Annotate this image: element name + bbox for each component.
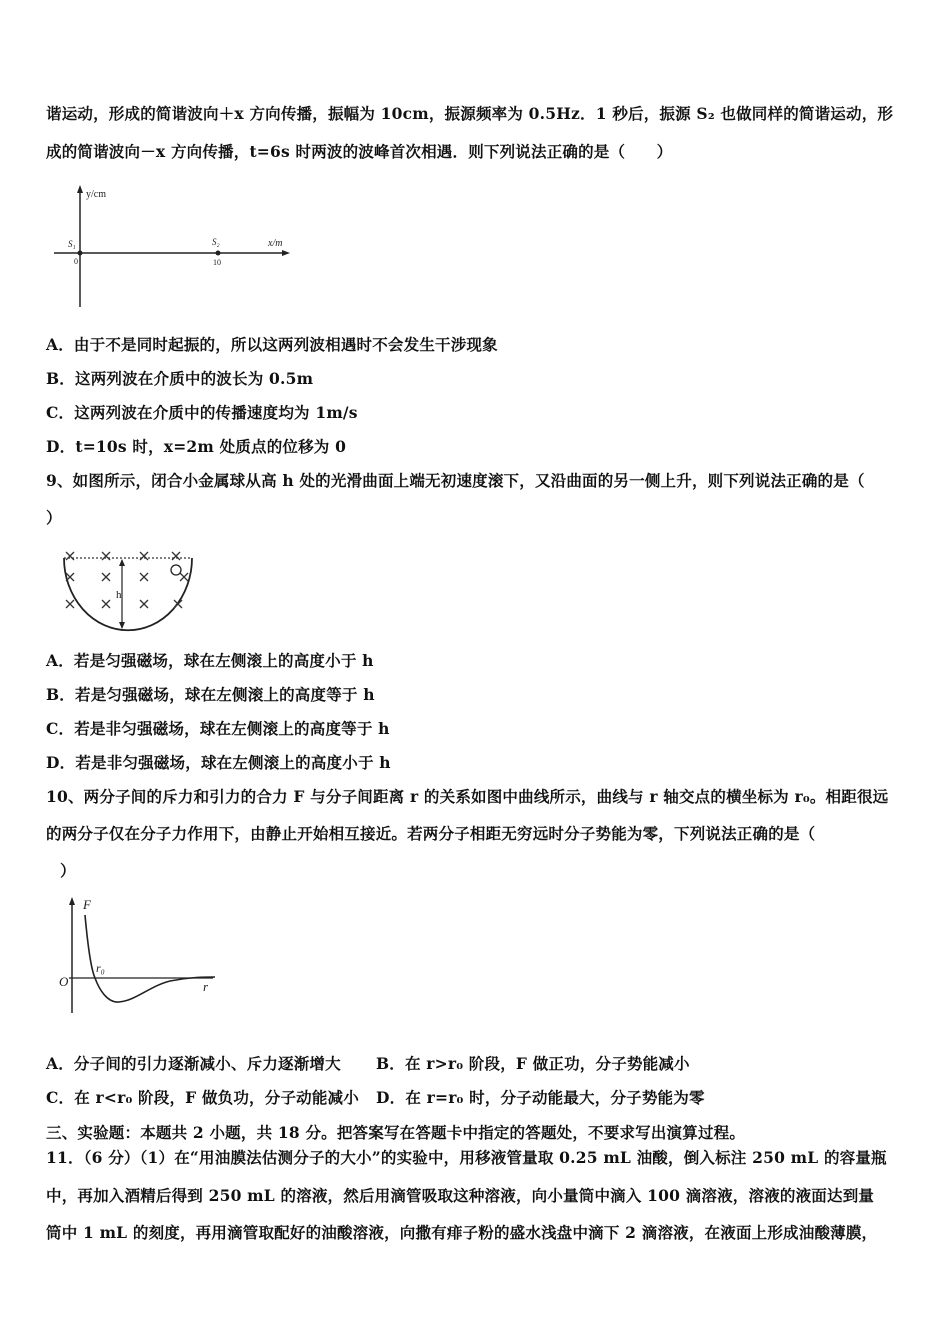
bowl-curve bbox=[64, 558, 192, 630]
f-axis-label: F bbox=[83, 897, 91, 912]
r0-label: r₀ bbox=[96, 961, 105, 975]
q8-option-b: B．这两列波在介质中的波长为 0.5m bbox=[46, 369, 314, 388]
q10-stem-line-1: 10、两分子间的斥力和引力的合力 F 与分子间距离 r 的关系如图中曲线所示，曲线与 r 轴交点的横坐标为 r₀。相距很远 bbox=[46, 787, 889, 806]
q8-option-c: C．这两列波在介质中的传播速度均为 1m/s bbox=[46, 403, 358, 422]
s2-position-label: 10 bbox=[213, 258, 221, 267]
q10-option-c: C．在 r<r₀ 阶段，F 做负功，分子动能减小 bbox=[46, 1088, 359, 1107]
origin-label: 0 bbox=[74, 257, 78, 266]
section-3-heading: 三、实验题：本题共 2 小题，共 18 分。把答案写在答题卡中指定的答题处，不要求写出演算过程。 bbox=[46, 1123, 746, 1142]
q8-stem-line-1: 谐运动，形成的简谐波向＋x 方向传播，振幅为 10cm，振源频率为 0.5Hz．1 秒后，振源 S₂ 也做同样的简谐运动，形 bbox=[46, 104, 894, 123]
s1-label: S₁ bbox=[68, 239, 76, 249]
origin-label: O bbox=[59, 974, 69, 989]
q11-line-2: 中，再加入酒精后得到 250 mL 的溶液，然后用滴管吸取这种溶液，向小量筒中滴入 100 滴溶液，溶液的液面达到量 bbox=[46, 1186, 875, 1205]
q10-option-a: A．分子间的引力逐渐减小、斥力逐渐增大 bbox=[46, 1054, 341, 1073]
magnetic-field-crosses bbox=[66, 552, 188, 608]
height-label: h bbox=[116, 589, 122, 601]
q8-stem-line-2: 成的简谐波向－x 方向传播，t=6s 时两波的波峰首次相遇．则下列说法正确的是（ ） bbox=[46, 142, 673, 161]
wave-sources-figure bbox=[50, 183, 295, 311]
force-curve bbox=[85, 915, 215, 1002]
q8-option-a: A．由于不是同时起振的，所以这两列波相遇时不会发生干涉现象 bbox=[46, 335, 498, 354]
q10-option-d: D．在 r=r₀ 时，分子动能最大，分子势能为零 bbox=[376, 1088, 705, 1107]
q8-option-d: D．t=10s 时，x=2m 处质点的位移为 0 bbox=[46, 437, 347, 456]
q9-stem-line-1: 9、如图所示，闭合小金属球从高 h 处的光滑曲面上端无初速度滚下，又沿曲面的另一侧上升，则下列说法正确的是（ bbox=[46, 471, 865, 490]
magnetic-bowl-figure bbox=[60, 544, 200, 634]
r-axis-label: r bbox=[203, 979, 209, 994]
y-axis-label: y/cm bbox=[86, 189, 106, 200]
x-axis-arrow bbox=[282, 250, 290, 256]
q10-option-b: B．在 r>r₀ 阶段，F 做正功，分子势能减小 bbox=[376, 1054, 690, 1073]
q10-stem-line-2: 的两分子仅在分子力作用下，由静止开始相互接近。若两分子相距无穷远时分子势能为零，下列说法正确的是（ bbox=[46, 824, 816, 843]
s2-label: S₂ bbox=[212, 237, 220, 247]
q10-stem-line-3: ） bbox=[60, 861, 76, 880]
q9-option-a: A．若是匀强磁场，球在左侧滚上的高度小于 h bbox=[46, 651, 374, 670]
x-axis-label: x/m bbox=[268, 238, 283, 249]
q9-option-b: B．若是匀强磁场，球在左侧滚上的高度等于 h bbox=[46, 685, 375, 704]
y-axis-arrow bbox=[77, 185, 83, 193]
q11-line-3: 筒中 1 mL 的刻度，再用滴管取配好的油酸溶液，向撒有痱子粉的盛水浅盘中滴下 2 滴溶液，在液面上形成油酸薄膜， bbox=[46, 1223, 878, 1242]
q11-line-1: 11．（6 分）（1）在“用油膜法估测分子的大小”的实验中，用移液管量取 0.25 mL 油酸，倒入标注 250 mL 的容量瓶 bbox=[46, 1148, 887, 1167]
source-s2 bbox=[216, 251, 221, 256]
source-s1 bbox=[78, 251, 83, 256]
q9-option-c: C．若是非匀强磁场，球在左侧滚上的高度等于 h bbox=[46, 719, 390, 738]
q9-option-d: D．若是非匀强磁场，球在左侧滚上的高度小于 h bbox=[46, 753, 391, 772]
metal-ball bbox=[171, 565, 181, 575]
molecular-force-figure bbox=[55, 893, 225, 1018]
q9-stem-line-2: ） bbox=[46, 508, 62, 527]
